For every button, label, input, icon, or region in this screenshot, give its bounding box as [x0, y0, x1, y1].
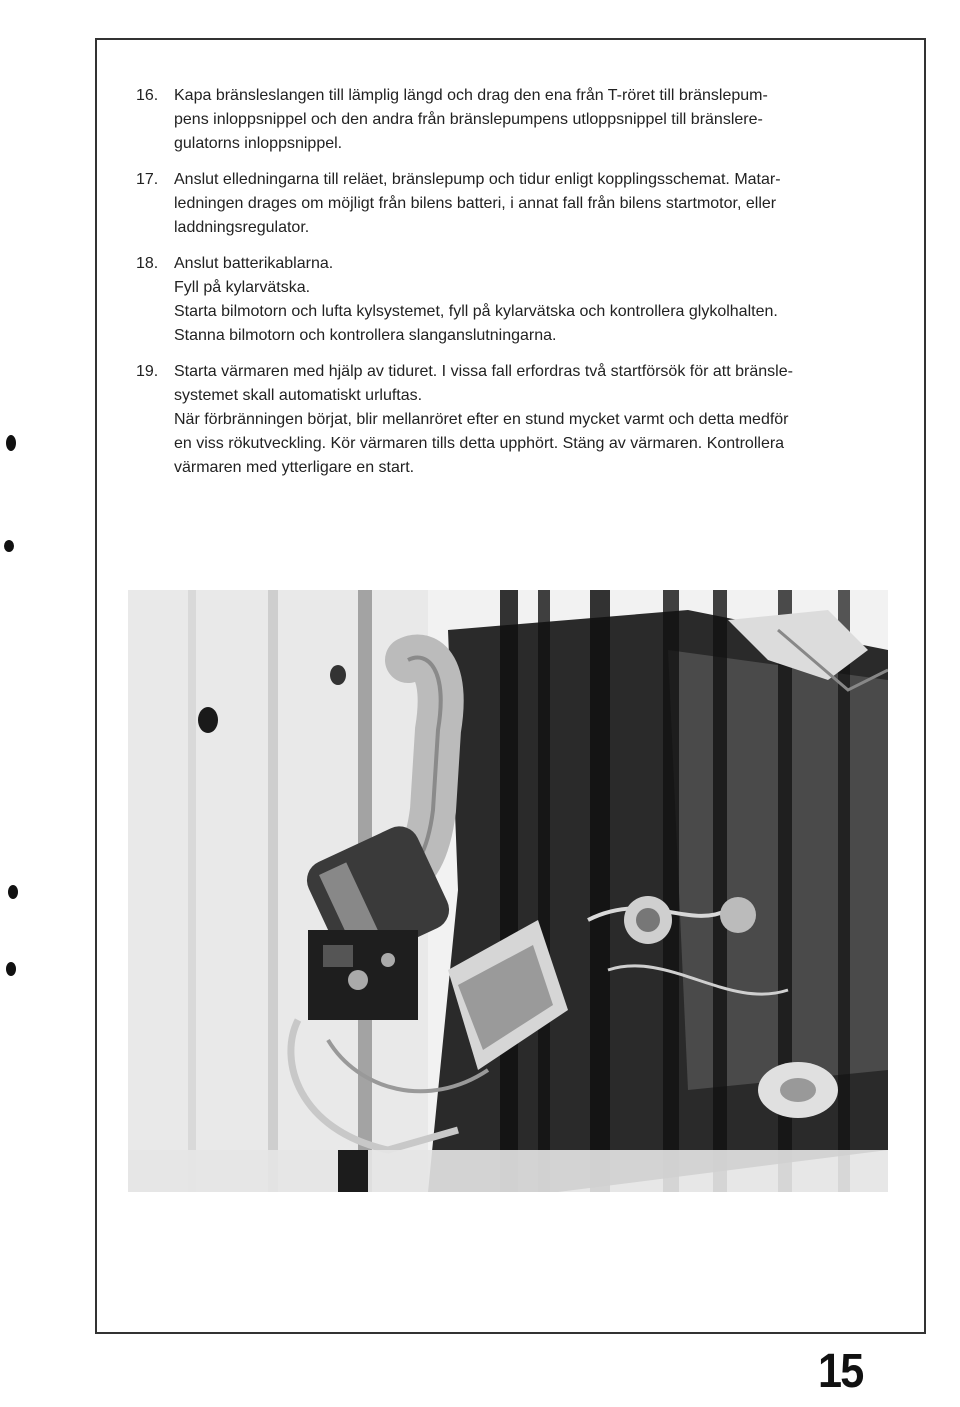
- photo-illustration: [128, 590, 888, 1192]
- step-text-line: Starta värmaren med hjälp av tiduret. I vissa fall erfordras två startförsök för att bränsle-: [174, 363, 793, 380]
- step-text-line: värmaren med ytterligare en start.: [174, 459, 415, 476]
- step-text-line: ledningen drages om möjligt från bilens batteri, i annat fall från bilens startmotor, eller: [174, 195, 777, 212]
- step-number: 16.: [136, 87, 159, 104]
- instruction-step: [136, 84, 896, 156]
- step-text-line: Fyll på kylarvätska.: [174, 279, 311, 296]
- step-text-line: laddningsregulator.: [174, 219, 310, 236]
- scan-speck: [6, 435, 16, 451]
- step-text-line: Stanna bilmotorn och kontrollera slanganslutningarna.: [174, 327, 557, 344]
- step-number: 18.: [136, 255, 159, 272]
- step-text-line: gulatorns inloppsnippel.: [174, 135, 343, 152]
- instruction-step: [136, 252, 896, 348]
- step-text-line: Kapa bränsleslangen till lämplig längd och drag den ena från T-röret till bränslepum-: [174, 87, 768, 104]
- step-text-line: Anslut batterikablarna.: [174, 255, 334, 272]
- step-text-line: När förbränningen börjat, blir mellanröret efter en stund mycket varmt och detta medför: [174, 411, 789, 428]
- instruction-step: [136, 168, 896, 240]
- step-text-line: systemet skall automatiskt urluftas.: [174, 387, 423, 404]
- step-number: 17.: [136, 171, 159, 188]
- scan-speck: [6, 962, 16, 976]
- step-number: 19.: [136, 363, 159, 380]
- page-number: 15: [818, 1345, 863, 1398]
- step-text-line: pens inloppsnippel och den andra från bränslepumpens utloppsnippel till bränslere-: [174, 111, 763, 128]
- step-text-line: Starta bilmotorn och lufta kylsystemet, fyll på kylarvätska och kontrollera glykolhalten.: [174, 303, 778, 320]
- instruction-step: [136, 360, 896, 480]
- instruction-steps: [136, 84, 896, 492]
- scan-speck: [8, 885, 18, 899]
- heater-installation-photo: [128, 590, 888, 1192]
- step-text-line: Anslut elledningarna till reläet, bränslepump och tidur enligt kopplingsschemat. Matar-: [174, 171, 781, 188]
- scan-speck: [4, 540, 14, 552]
- step-text-line: en viss rökutveckling. Kör värmaren tills detta upphört. Stäng av värmaren. Kontrollera: [174, 435, 785, 452]
